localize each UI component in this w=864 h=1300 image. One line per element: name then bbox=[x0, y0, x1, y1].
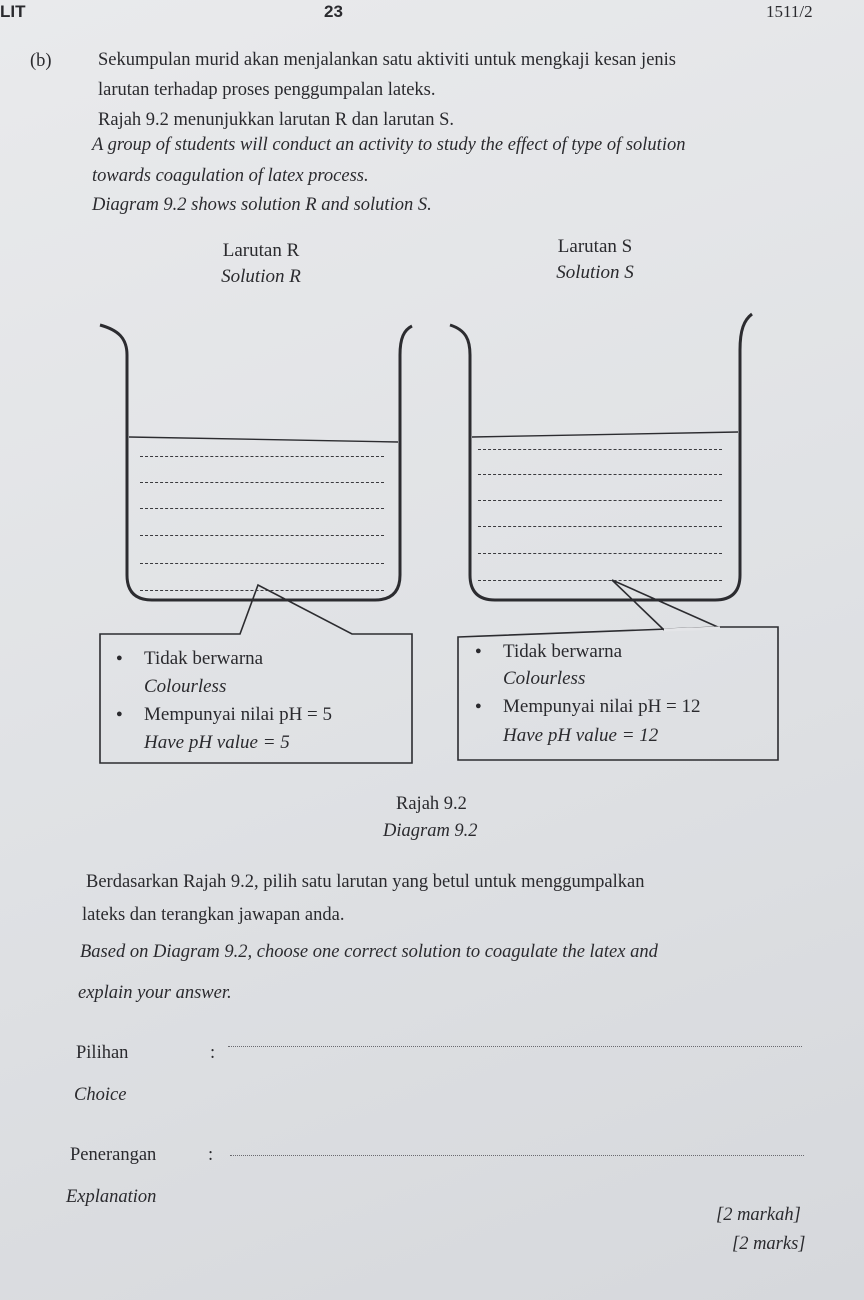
choice-colon: : bbox=[210, 1043, 216, 1063]
intro-english-line-2: towards coagulation of latex process. bbox=[92, 166, 369, 186]
explanation-label-english: Explanation bbox=[66, 1187, 157, 1207]
liquid-r-line bbox=[140, 563, 384, 564]
liquid-s-line bbox=[478, 580, 722, 581]
liquid-s-line bbox=[478, 526, 722, 527]
callout-s-pointer bbox=[612, 580, 720, 630]
marks-english: [2 marks] bbox=[732, 1234, 806, 1254]
liquid-s-line bbox=[478, 500, 722, 501]
callout-r-ph-english: Have pH value = 5 bbox=[144, 732, 290, 753]
beaker-s-outline bbox=[450, 314, 752, 600]
liquid-r-line bbox=[140, 456, 384, 457]
callout-s-colour-malay: ● Tidak berwarna bbox=[503, 642, 622, 661]
choice-label-english: Choice bbox=[74, 1085, 127, 1105]
beaker-r-label-english: Solution R bbox=[221, 266, 301, 287]
task-english-line-2: explain your answer. bbox=[78, 983, 232, 1003]
intro-malay-line-1: Sekumpulan murid akan menjalankan satu aktiviti untuk mengkaji kesan jenis bbox=[98, 50, 676, 70]
callout-r-colour-english: Colourless bbox=[144, 676, 227, 697]
header-subject: LIT bbox=[0, 2, 26, 21]
task-malay-line-1: Berdasarkan Rajah 9.2, pilih satu larutan yang betul untuk menggumpalkan bbox=[86, 872, 645, 892]
beaker-r-surface bbox=[129, 437, 398, 442]
intro-malay-line-3: Rajah 9.2 menunjukkan larutan R dan larutan S. bbox=[98, 110, 455, 130]
marks-malay: [2 markah] bbox=[716, 1205, 801, 1225]
callout-r-ph-malay: ● Mempunyai nilai pH = 5 bbox=[144, 705, 332, 724]
intro-english-line-3: Diagram 9.2 shows solution R and solution S. bbox=[92, 195, 432, 215]
beaker-s-label-malay: Larutan S bbox=[557, 236, 633, 257]
liquid-r-line bbox=[140, 535, 384, 536]
liquid-s-line bbox=[478, 449, 722, 450]
liquid-r-line bbox=[140, 590, 384, 591]
diagram-caption-malay: Rajah 9.2 bbox=[396, 794, 467, 814]
liquid-r-line bbox=[140, 508, 384, 509]
callout-s-ph-english: Have pH value = 12 bbox=[503, 725, 659, 746]
page-number: 23 bbox=[324, 2, 343, 21]
explanation-label-malay: Penerangan bbox=[70, 1145, 157, 1165]
choice-label-malay: Pilihan bbox=[76, 1043, 129, 1063]
intro-malay-line-2: larutan terhadap proses penggumpalan lateks. bbox=[98, 80, 436, 100]
beaker-s-label-english: Solution S bbox=[556, 262, 634, 283]
beaker-s-surface bbox=[472, 432, 738, 437]
callout-r-colour-malay: ● Tidak berwarna bbox=[144, 649, 263, 668]
liquid-s-line bbox=[478, 553, 722, 554]
beaker-r-outline bbox=[100, 325, 412, 600]
task-malay-line-2: lateks dan terangkan jawapan anda. bbox=[82, 905, 345, 925]
intro-english-line-1: A group of students will conduct an activity to study the effect of type of solution bbox=[92, 135, 686, 155]
callout-s-colour-english: Colourless bbox=[503, 668, 586, 689]
beaker-r-label-malay: Larutan R bbox=[222, 240, 300, 261]
liquid-r-line bbox=[140, 482, 384, 483]
task-english-line-1: Based on Diagram 9.2, choose one correct solution to coagulate the latex and bbox=[80, 942, 658, 962]
liquid-s-line bbox=[478, 474, 722, 475]
paper-code: 1511/2 bbox=[766, 2, 813, 21]
explanation-colon: : bbox=[208, 1145, 214, 1165]
part-label: (b) bbox=[30, 51, 52, 71]
diagram-caption-english: Diagram 9.2 bbox=[383, 821, 478, 841]
explanation-answer-line[interactable] bbox=[230, 1155, 804, 1156]
callout-s-ph-malay: ● Mempunyai nilai pH = 12 bbox=[503, 697, 701, 716]
choice-answer-line[interactable] bbox=[228, 1046, 802, 1047]
